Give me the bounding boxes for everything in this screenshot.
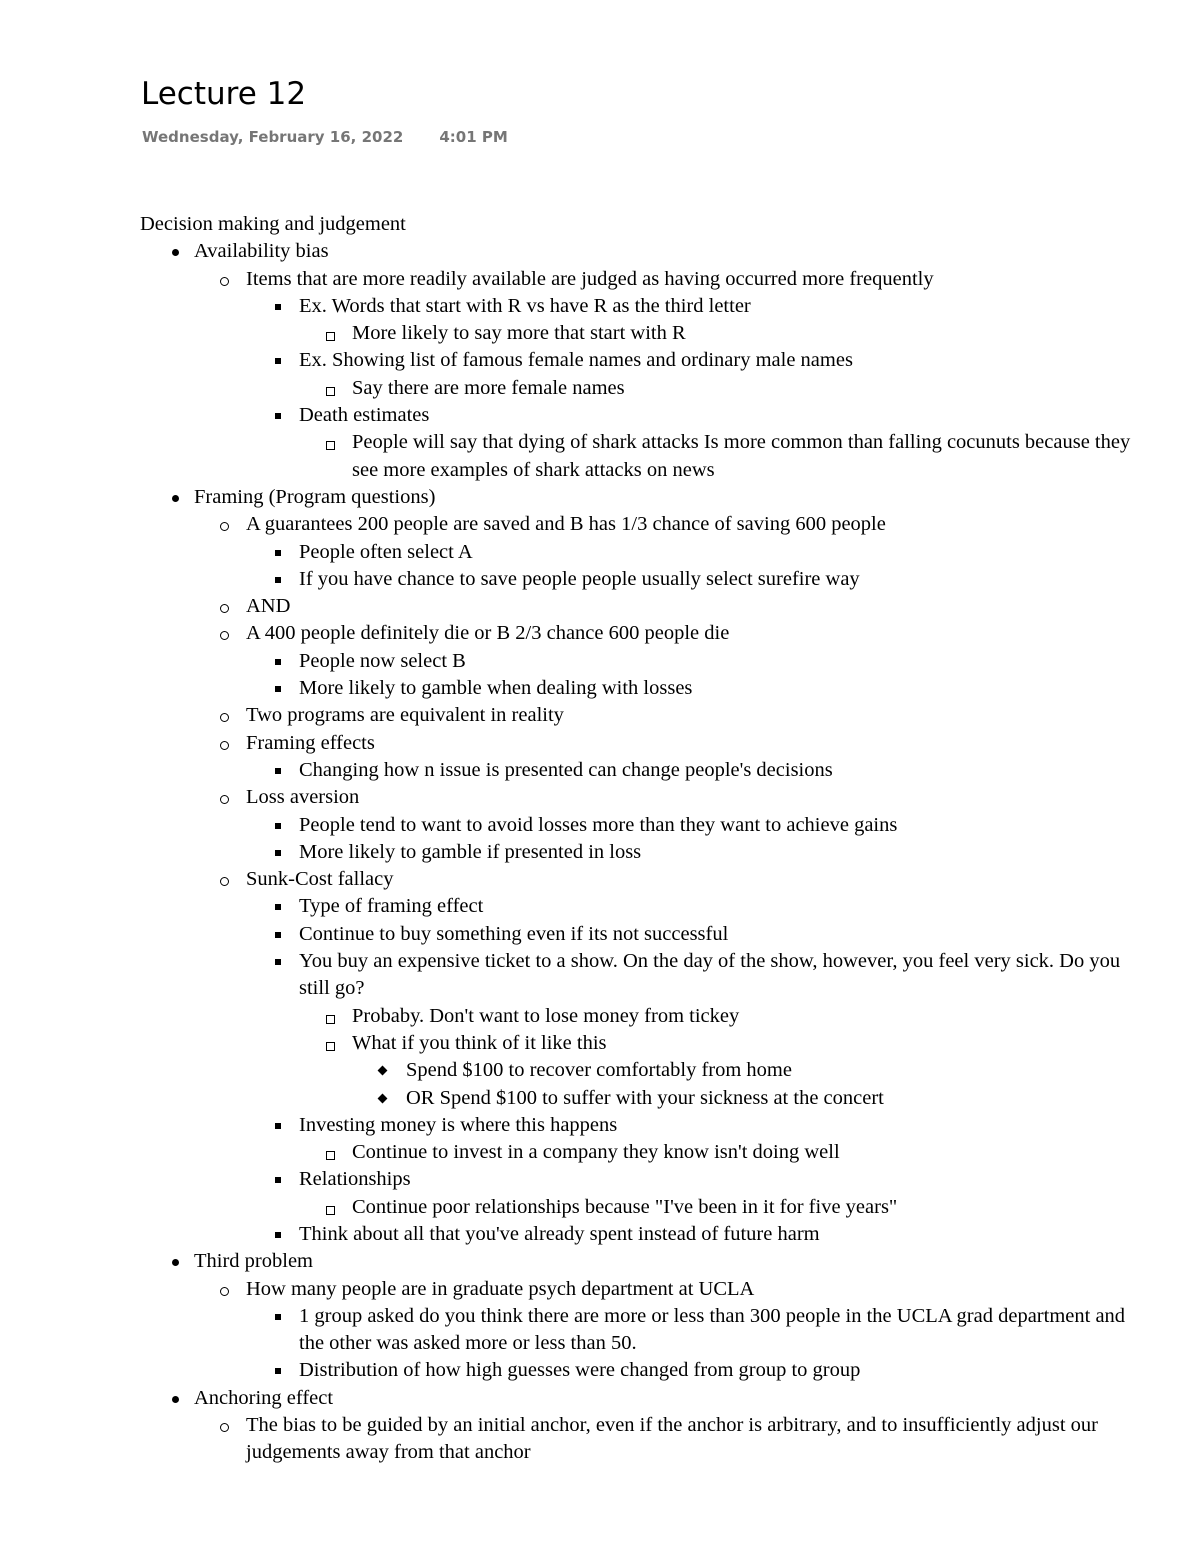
outline-item-text: More likely to say more that start with R <box>352 322 686 345</box>
bullet-square-icon <box>272 1166 284 1193</box>
outline-item-text: More likely to gamble if presented in loss <box>299 840 642 863</box>
bullet-hollow-square-icon <box>325 320 337 347</box>
outline-item-text: Anchoring effect <box>194 1386 334 1409</box>
outline-item-text: Third problem <box>194 1250 313 1273</box>
outline-item <box>140 293 1140 320</box>
outline-item <box>140 1303 1140 1358</box>
outline-item-text: Relationships <box>299 1168 411 1191</box>
outline-item <box>140 539 1140 566</box>
bullet-hollow-square-icon <box>325 1003 337 1030</box>
outline-item-text: 1 group asked do you think there are more or less than 300 people in the UCLA grad department and the other was asked more or less than 50. <box>299 1304 1126 1355</box>
outline-item <box>140 757 1140 784</box>
outline-item-text: Loss aversion <box>246 786 360 809</box>
outline-item <box>140 1057 1140 1084</box>
bullet-diamond-icon <box>377 1057 389 1084</box>
note-timestamp <box>142 127 508 147</box>
outline-item-text: Framing (Program questions) <box>194 485 436 508</box>
outline-item-text: OR Spend $100 to suffer with your sickness at the concert <box>406 1086 884 1109</box>
outline-item-text: A 400 people definitely die or B 2/3 chance 600 people die <box>246 622 730 645</box>
outline-item-text: Distribution of how high guesses were changed from group to group <box>299 1359 861 1382</box>
bullet-circle-icon <box>219 620 231 647</box>
bullet-hollow-square-icon <box>325 429 337 456</box>
outline-item <box>140 1085 1140 1112</box>
outline-item-text: People will say that dying of shark attacks Is more common than falling cocunuts because they see more examples of shark attacks on news <box>352 431 1131 481</box>
outline-item-text: Think about all that you've already spent instead of future harm <box>299 1222 820 1245</box>
outline-item-text: Items that are more readily available are judged as having occurred more frequently <box>246 267 934 290</box>
outline-item <box>140 375 1140 402</box>
outline-item-text: More likely to gamble when dealing with losses <box>299 677 693 700</box>
bullet-square-icon <box>272 812 284 839</box>
outline-item <box>140 1412 1140 1467</box>
bullet-circle-icon <box>219 266 231 293</box>
outline-item <box>140 1030 1140 1057</box>
outline-item-text: Availability bias <box>194 240 329 263</box>
outline-item <box>140 1139 1140 1166</box>
outline-item <box>140 484 1140 511</box>
bullet-square-icon <box>272 1303 284 1330</box>
bullet-hollow-square-icon <box>325 1194 337 1221</box>
outline-item-text: If you have chance to save people people usually select surefire way <box>299 567 860 590</box>
outline-item-text: AND <box>246 595 291 618</box>
bullet-square-icon <box>272 839 284 866</box>
bullet-square-icon <box>272 648 284 675</box>
outline-item <box>140 347 1140 374</box>
bullet-circle-icon <box>219 511 231 538</box>
outline-item-text: Death estimates <box>299 404 430 427</box>
bullet-square-icon <box>272 293 284 320</box>
note-date: Wednesday, February 16, 2022 <box>142 128 404 146</box>
outline-item <box>140 266 1140 293</box>
outline-item <box>140 320 1140 347</box>
outline-item <box>140 648 1140 675</box>
outline-heading <box>140 211 1140 238</box>
note-outline <box>140 211 1140 1467</box>
outline-item-text: Say there are more female names <box>352 376 625 399</box>
outline-item <box>140 1166 1140 1193</box>
outline-item <box>140 429 1140 484</box>
outline-item-text: What if you think of it like this <box>352 1031 607 1054</box>
bullet-square-icon <box>272 1112 284 1139</box>
outline-item-text: Decision making and judgement <box>140 213 406 235</box>
outline-item-text: Ex. Words that start with R vs have R as the third letter <box>299 294 751 317</box>
outline-item <box>140 1357 1140 1384</box>
outline-item <box>140 1003 1140 1030</box>
outline-item <box>140 238 1140 265</box>
bullet-dot-icon <box>170 484 182 511</box>
outline-item <box>140 620 1140 647</box>
outline-item <box>140 511 1140 538</box>
outline-item <box>140 730 1140 757</box>
bullet-circle-icon <box>219 784 231 811</box>
bullet-circle-icon <box>219 1412 231 1439</box>
outline-item <box>140 1385 1140 1412</box>
bullet-square-icon <box>272 675 284 702</box>
bullet-square-icon <box>272 539 284 566</box>
outline-item-text: A guarantees 200 people are saved and B has 1/3 chance of saving 600 people <box>246 513 886 536</box>
outline-item-text: Probaby. Don't want to lose money from tickey <box>352 1004 740 1027</box>
outline-item <box>140 593 1140 620</box>
page-title: Lecture 12 <box>141 76 307 112</box>
outline-item <box>140 702 1140 729</box>
outline-item-text: Changing how n issue is presented can change people's decisions <box>299 758 833 781</box>
outline-item <box>140 784 1140 811</box>
outline-item <box>140 566 1140 593</box>
outline-item-text: Ex. Showing list of famous female names and ordinary male names <box>299 349 853 372</box>
outline-item-text: Framing effects <box>246 731 375 754</box>
bullet-hollow-square-icon <box>325 1139 337 1166</box>
bullet-hollow-square-icon <box>325 375 337 402</box>
outline-item-text: Continue poor relationships because "I've been in it for five years" <box>352 1195 898 1218</box>
outline-item-text: Investing money is where this happens <box>299 1113 618 1136</box>
bullet-square-icon <box>272 402 284 429</box>
outline-item-text: How many people are in graduate psych department at UCLA <box>246 1277 755 1300</box>
outline-item <box>140 402 1140 429</box>
bullet-square-icon <box>272 921 284 948</box>
outline-item-text: People now select B <box>299 649 466 672</box>
outline-item <box>140 675 1140 702</box>
outline-item <box>140 921 1140 948</box>
outline-item <box>140 893 1140 920</box>
bullet-circle-icon <box>219 593 231 620</box>
outline-item-text: You buy an expensive ticket to a show. On the day of the show, however, you feel very sick. Do you still go? <box>299 950 1121 1000</box>
outline-item-text: Continue to buy something even if its not successful <box>299 922 729 945</box>
outline-item <box>140 839 1140 866</box>
note-time: 4:01 PM <box>439 128 508 146</box>
outline-item <box>140 948 1140 1003</box>
outline-item-text: The bias to be guided by an initial anchor, even if the anchor is arbitrary, and to insufficiently adjust our judgements away from that anchor <box>246 1414 1098 1464</box>
bullet-circle-icon <box>219 1276 231 1303</box>
bullet-circle-icon <box>219 866 231 893</box>
outline-item-text: Type of framing effect <box>299 895 484 918</box>
bullet-dot-icon <box>170 238 182 265</box>
bullet-circle-icon <box>219 702 231 729</box>
outline-item <box>140 1276 1140 1303</box>
bullet-square-icon <box>272 566 284 593</box>
bullet-dot-icon <box>170 1248 182 1275</box>
outline-item <box>140 1221 1140 1248</box>
bullet-hollow-square-icon <box>325 1030 337 1057</box>
outline-item-text: Two programs are equivalent in reality <box>246 704 564 727</box>
outline-item <box>140 866 1140 893</box>
bullet-dot-icon <box>170 1385 182 1412</box>
bullet-square-icon <box>272 757 284 784</box>
outline-item <box>140 1112 1140 1139</box>
bullet-square-icon <box>272 347 284 374</box>
outline-item-text: Continue to invest in a company they know isn't doing well <box>352 1141 840 1164</box>
outline-item-text: People often select A <box>299 540 473 563</box>
outline-item-text: Spend $100 to recover comfortably from home <box>406 1059 792 1082</box>
bullet-square-icon <box>272 1221 284 1248</box>
outline-item-text: Sunk-Cost fallacy <box>246 868 394 891</box>
outline-item <box>140 1248 1140 1275</box>
outline-item-text: People tend to want to avoid losses more than they want to achieve gains <box>299 813 898 836</box>
outline-item <box>140 812 1140 839</box>
bullet-circle-icon <box>219 730 231 757</box>
bullet-diamond-icon <box>377 1085 389 1112</box>
bullet-square-icon <box>272 948 284 975</box>
bullet-square-icon <box>272 893 284 920</box>
outline-item <box>140 1194 1140 1221</box>
bullet-square-icon <box>272 1357 284 1384</box>
